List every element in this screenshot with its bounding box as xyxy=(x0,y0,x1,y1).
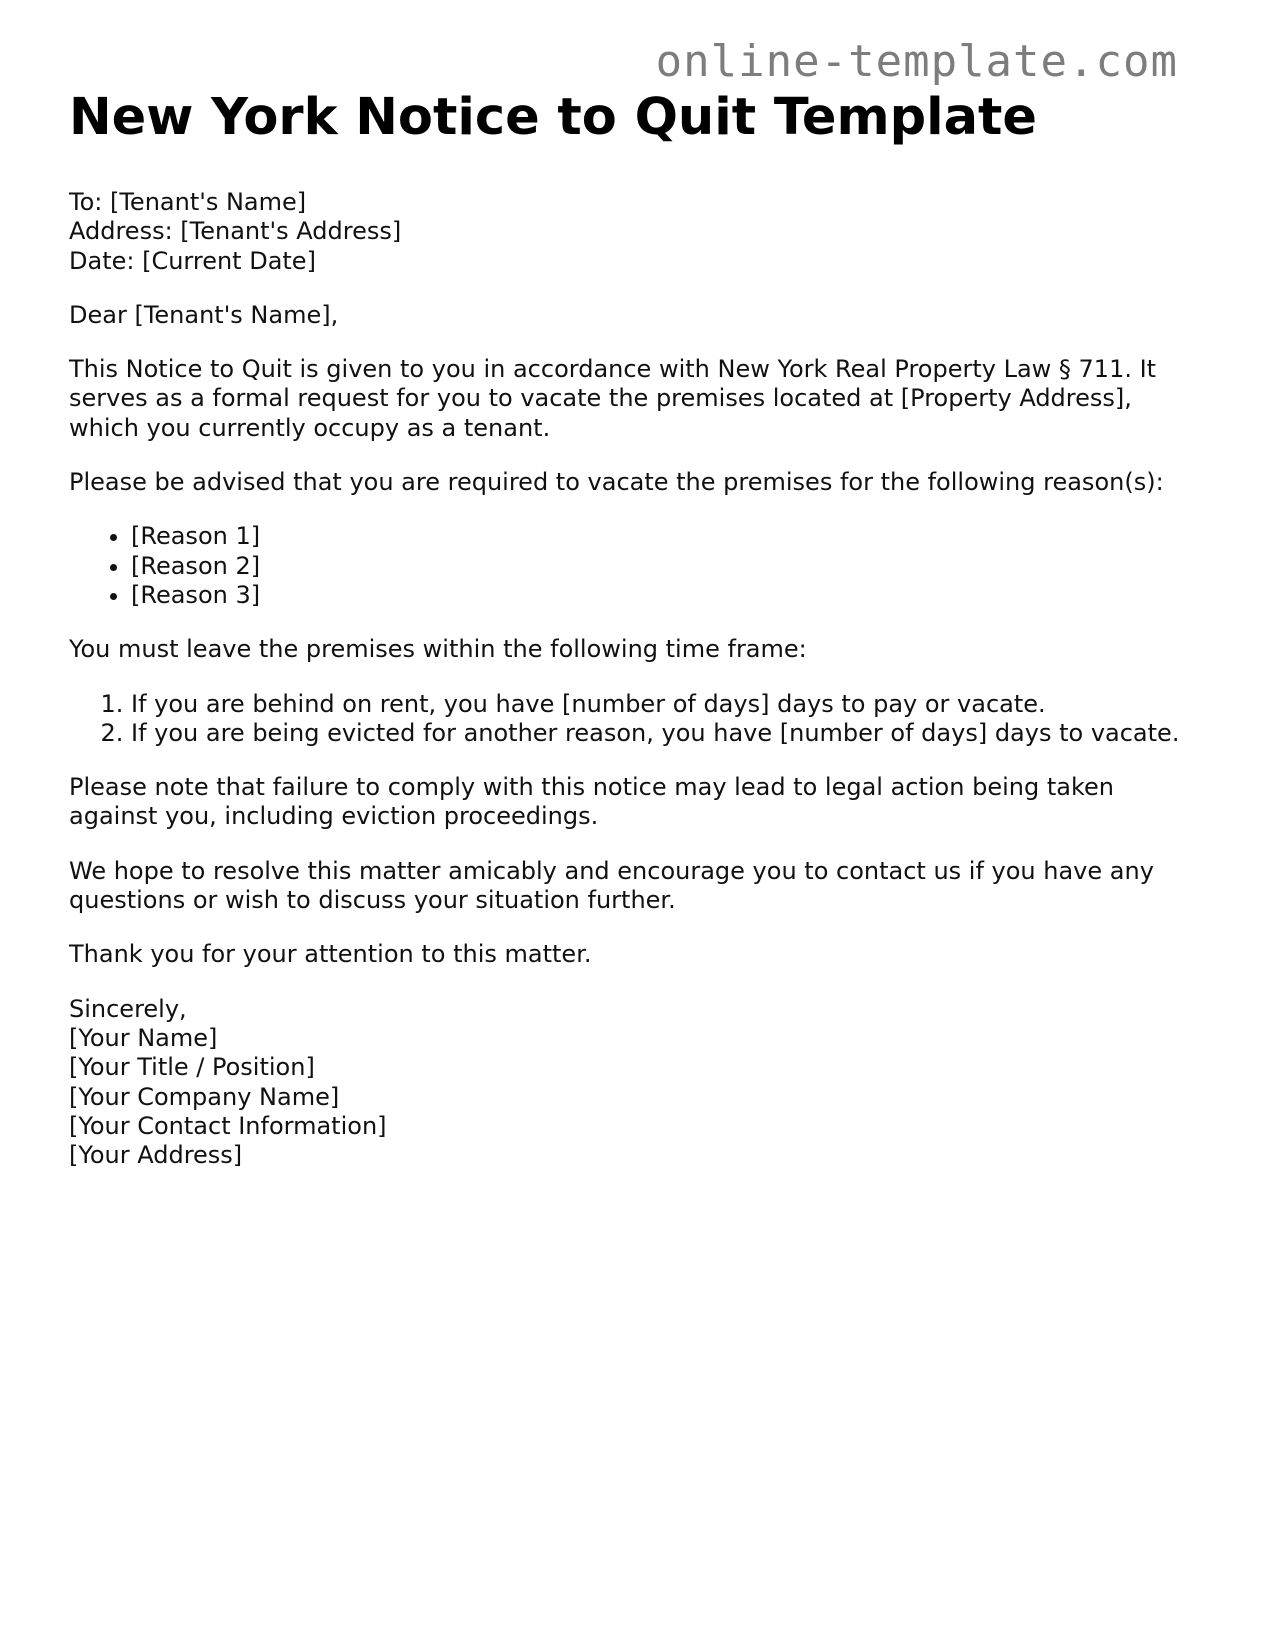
warning-paragraph: Please note that failure to comply with this notice may lead to legal action being taken against you, including eviction proceedings. xyxy=(69,773,1114,831)
reasons-list xyxy=(69,522,1189,610)
signature-title: [Your Title / Position] xyxy=(69,1053,315,1082)
list-item: 2. If you are being evicted for another reason, you have [number of days] days to vacate. xyxy=(131,719,1189,748)
signature-block xyxy=(69,995,1189,1171)
recipient-block xyxy=(69,188,1189,276)
list-item: • [Reason 3] xyxy=(131,581,1189,610)
list-item: • [Reason 1] xyxy=(131,522,1189,551)
document-body xyxy=(69,86,1189,1195)
timeframe-intro: You must leave the premises within the following time frame: xyxy=(69,635,807,664)
thanks-paragraph: Thank you for your attention to this matter. xyxy=(69,940,592,969)
timeframe-list xyxy=(69,690,1189,749)
watermark: online-template.com xyxy=(655,36,1178,87)
recipient-to: To: [Tenant's Name] xyxy=(69,188,307,216)
list-item: • [Reason 2] xyxy=(131,552,1189,581)
signature-contact: [Your Contact Information] xyxy=(69,1111,387,1140)
list-item: 1. If you are behind on rent, you have [number of days] days to pay or vacate. xyxy=(131,690,1189,719)
salutation: Dear [Tenant's Name], xyxy=(69,300,339,329)
recipient-address: Address: [Tenant's Address] xyxy=(69,217,402,246)
reasons-intro: Please be advised that you are required to vacate the premises for the following reason(s): xyxy=(69,468,1164,497)
signature-address: [Your Address] xyxy=(69,1141,243,1170)
signature-name: [Your Name] xyxy=(69,1023,218,1052)
signature-closing: Sincerely, xyxy=(69,994,187,1023)
intro-paragraph: This Notice to Quit is given to you in accordance with New York Real Property Law § 711. It serves as a formal request for you to vacate the premises located at [Property Address], which you currently occupy as a tenant. xyxy=(69,355,1157,442)
notice-date: Date: [Current Date] xyxy=(69,246,316,275)
resolution-paragraph: We hope to resolve this matter amicably and encourage you to contact us if you have any questions or wish to discuss your situation further. xyxy=(69,856,1154,915)
page-title: New York Notice to Quit Template xyxy=(69,88,1037,147)
signature-company: [Your Company Name] xyxy=(69,1082,340,1111)
